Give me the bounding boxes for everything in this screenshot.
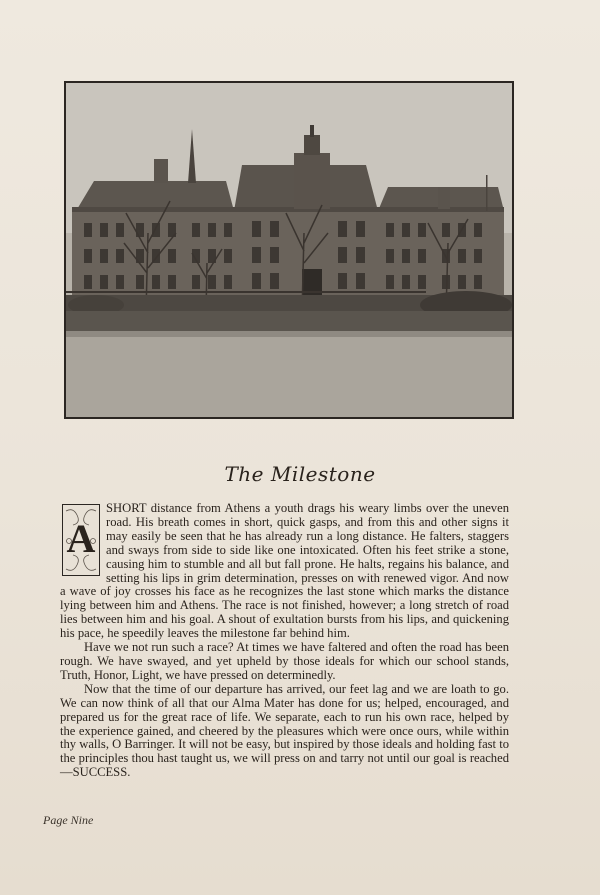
dropcap-letter: A	[66, 516, 96, 561]
page-number: Page Nine	[43, 813, 94, 827]
article-paragraph-3: Now that the time of our departure has arrived, our feet lag and we are loath to go. We can now think of all that our Alma Mater has done for us; helped, encouraged, and prepared us for the great race of life. We separate, each to run his own race, helped by the experience gained, and cheered by the pleasures which were once ours, while within thy walls, O Barringer. It will not be easy, but inspired by those ideals and holding fast to the principles thou hast taught us, we will press on and tarry not until our goal is reached—SUCCESS.	[60, 681, 509, 780]
paragraph-1-text: SHORT distance from Athens a youth drags his weary limbs over the uneven road. His breath comes in short, quick gasps, and from this and other signs it may easily be seen that he has already run a long distance. He falters, staggers and sways from side to side like one intoxicated. Often his feet strike a stone, causing him to stumble and all but fall prone. He halts, regains his balance, and setting his lips in grim determination, presses on with renewed vigor. And now a wave of joy crosses his face as he recognizes the last stone which marks the distance lying between him and Athens. The race is not finished, however; a long stretch of road lies between him and his goal. A shout of exultation bursts from his lips, and quickening his pace, he speedily leaves the milestone far behind him.	[60, 501, 509, 641]
article-paragraph-2: Have we not run such a race? At times we have faltered and often the road has been rough. We have swayed, and yet upheld by those ideals for which our school stands, Truth, Honor, Light, we have pressed on determinedly.	[60, 640, 509, 682]
article-title: The Milestone	[224, 462, 376, 486]
article-body	[60, 502, 509, 780]
decorative-dropcap	[62, 504, 100, 576]
school-building-photo-icon	[66, 83, 512, 417]
article-paragraph-1	[60, 502, 509, 641]
school-building-photo	[64, 81, 514, 419]
